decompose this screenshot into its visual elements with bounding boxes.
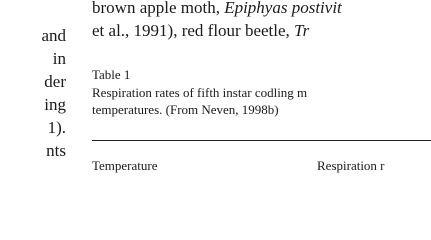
species-name: Tr [294, 21, 310, 40]
left-column-line: nts [46, 141, 66, 160]
body-text-line-1 [92, 0, 342, 19]
left-column-line: in [52, 49, 66, 68]
left-column-line: der [44, 72, 66, 91]
column-header-temperature: Temperature [92, 158, 158, 173]
body-text-span: et al., 1991), red flour beetle, [92, 21, 295, 40]
table-caption-line-1: Respiration rates of fifth instar codling m [92, 85, 308, 100]
table-caption-line-2: temperatures. (From Neven, 1998b) [92, 102, 279, 117]
left-column-line: 1). [47, 118, 66, 137]
left-column-line: ing [44, 95, 66, 114]
left-column-line: and [41, 26, 66, 45]
right-text-column [92, 0, 431, 180]
body-text-line-2 [92, 19, 309, 42]
table-label: Table 1 [92, 67, 131, 82]
table-top-rule [92, 140, 431, 141]
column-header-respiration: Respiration r [317, 158, 385, 173]
left-text-column [0, 0, 66, 180]
body-text-span: brown apple moth, [92, 0, 225, 17]
species-name: Epiphyas postivit [224, 0, 342, 17]
